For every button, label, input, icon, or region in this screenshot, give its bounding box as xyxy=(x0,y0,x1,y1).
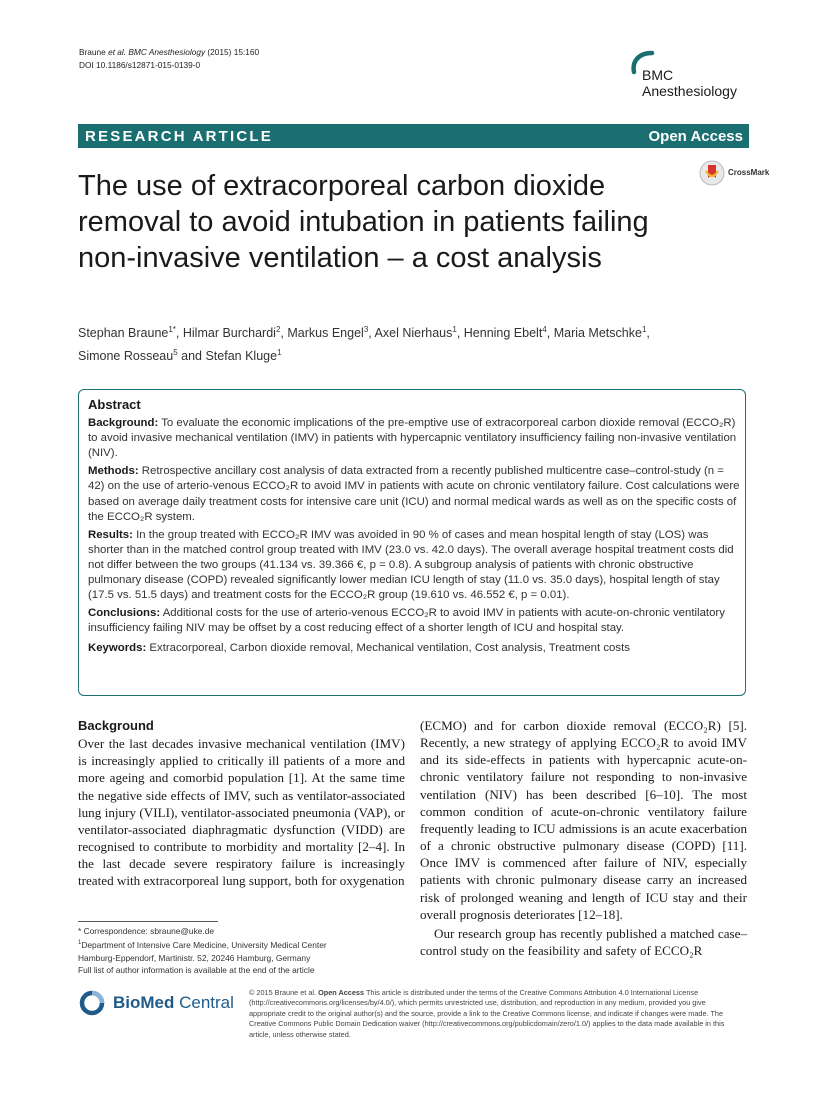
abstract-keywords: Keywords: Extracorporeal, Carbon dioxide removal, Mechanical ventilation, Cost analysis, Treatment costs xyxy=(88,642,630,655)
body-paragraph: Over the last decades invasive mechanical ventilation (IMV) is increasingly applied to critically ill patients of a more and more ageing and comorbid population [1]. At the same time the negative side effects of IMV, such as ventilator-associated lung injury (VILI), ventilator-associated pneumonia (VAP), or ventilator-associated diaphragmatic dysfunction (VIDD) are recognised to contribute to morbidity and mortality [2–4]. In the last decade severe respiratory failure is increasingly treated with extracorporeal lung support, both for oxygenation xyxy=(78,736,405,889)
affiliation: $^1$Department of Intensive Care Medicine, University Medical Center xyxy=(78,940,327,951)
author[interactable]: Henning Ebelt$^4$ xyxy=(463,325,547,341)
publisher-name: BioMed Central xyxy=(113,993,234,1012)
author[interactable]: Stefan Kluge$^1$ xyxy=(205,348,282,364)
abstract-results: Results: In the group treated with ECCO₂R IMV was avoided in 90 % of cases and mean hospital length of stay (LOS) was shorter than in the matched control group treated with IMV (23.0 vs. 42.0 days). The overall average hospital treatment costs did not differ between the two groups (41.134 vs. 39.366 €, p = 0.8). A subgroup analysis of patients with chronic obstructive pulmonary disease (COPD) revealed significantly lower median ICU length of stay (11.0 vs. 35.0 days), hospital length of stay (17.5 vs. 51.5 days) and treatment costs for the ECCO₂R group (19.610 vs. 46.552 €, p = 0.01). xyxy=(88,528,734,602)
footnotes xyxy=(78,925,408,976)
body-paragraph: (ECMO) and for carbon dioxide removal (ECCO₂R) [5]. Recently, a new strategy of applying ECCO₂R to avoid IMV and its side-effects in patients with hypercapnic acute-on-chronic ventilatory failure not responding to non-invasive ventilation (NIV) has been described [6–10]. The most common condition of acute-on-chronic ventilatory failure frequently leading to ICU admissions is an acute exacerbation of a chronic obstructive pulmonary disease (COPD) [11]. Once IMV is commenced after failure of NIV, especially patients with chronic pulmonary disease carry an increased risk of prolonged weaning and length of ICU stay and their overall prognosis deteriorates [12–18]. xyxy=(420,718,747,922)
abstract-methods: Methods: Retrospective ancillary cost analysis of data extracted from a recently published multicentre case–control-study (n = 42) on the use of arterio-venous ECCO₂R to avoid IMV in patients with acute on chronic ventilatory failure. Cost calculations were based on average daily treatment costs for intensive care unit (ICU) and normal medical wards as well as on the specific costs of the ECCO₂R system. xyxy=(88,465,740,523)
author-info-note: Full list of author information is available at the end of the article xyxy=(78,965,315,976)
author-list: Stephan Braune$^{1*}$, Hilmar Burchardi$^2$, Markus Engel$^3$, Axel Nierhaus$^1$, Henning Ebelt$^4$, Maria Metschke$^1$, Simone Rosseau$^5$ and Stefan Kluge$^1$ xyxy=(78,325,650,364)
author[interactable]: Simone Rosseau$^5$ xyxy=(78,348,178,364)
affiliation-address: Hamburg-Eppendorf, Martinistr. 52, 20246 Hamburg, Germany xyxy=(78,952,311,963)
license-text: © 2015 Braune et al. Open Access This article is distributed under the terms of the Creative Commons Attribution 4.0 International License (http://creativecommons.org/licenses/by/4.0/), which permits unrestricted use, distribution, and reproduction in any medium, provided you give appropriate credit to the original author(s) and the source, provide a link to the Creative Commons license, and indicate if changes were made. The Creative Commons Public Domain Dedication waiver (http://creativecommons.org/publicdomain/zero/1.0/) applies to the data made available in this article, unless otherwise stated. xyxy=(249,988,725,1039)
abstract xyxy=(88,397,740,660)
article-type: RESEARCH ARTICLE xyxy=(85,128,273,145)
author[interactable]: Hilmar Burchardi$^2$ xyxy=(182,325,281,341)
abstract-conclusions: Conclusions: Additional costs for the use of arterio-venous ECCO₂R to avoid IMV in patients with acute-on-chronic ventilatory insufficiency failing NIV may be offset by a cost reducing effect of a shorter length of ICU and hospital stay. xyxy=(88,607,725,635)
crossmark-label: CrossMark xyxy=(728,168,770,177)
footnote-rule xyxy=(78,921,218,922)
author[interactable]: Stephan Braune$^{1*}$ xyxy=(78,325,176,341)
body-column-left xyxy=(78,717,405,890)
article-title: The use of extracorporeal carbon dioxide removal to avoid intubation in patients failing non-invasive ventilation – a cost analysis xyxy=(78,170,649,274)
citation-line: Braune et al. BMC Anesthesiology (2015) 15:160 xyxy=(79,47,260,57)
correspondence: * Correspondence: sbraune@uke.de xyxy=(78,926,215,936)
running-header xyxy=(79,46,259,72)
journal-logo-line1: BMC xyxy=(642,67,674,83)
body-paragraph: Our research group has recently published a matched case–control study on the feasibility and safety of ECCO₂R xyxy=(420,925,747,959)
article-type-banner xyxy=(78,124,749,148)
publisher-ring-icon xyxy=(79,990,105,1016)
body-column-right xyxy=(420,717,747,959)
crossmark-badge[interactable] xyxy=(699,160,769,188)
journal-logo-line2: Anesthesiology xyxy=(642,83,737,99)
publisher-logo xyxy=(79,987,239,1023)
crossmark-icon xyxy=(699,160,725,186)
abstract-background: Background: To evaluate the economic implications of the pre-emptive use of extracorporeal carbon dioxide removal (ECCO₂R) to avoid invasive mechanical ventilation (IMV) in patients with hypercapnic ventilatory insufficiency failing non-invasive ventilation (NIV). xyxy=(88,417,737,460)
journal-logo xyxy=(630,48,755,103)
open-access-label: Open Access xyxy=(648,128,743,145)
author[interactable]: Markus Engel$^3$ xyxy=(287,325,369,341)
author[interactable]: Axel Nierhaus$^1$ xyxy=(374,325,457,341)
author[interactable]: Maria Metschke$^1$ xyxy=(553,325,647,341)
section-heading: Background xyxy=(78,718,154,733)
doi[interactable]: DOI 10.1186/s12871-015-0139-0 xyxy=(79,60,201,70)
abstract-heading: Abstract xyxy=(88,397,141,412)
